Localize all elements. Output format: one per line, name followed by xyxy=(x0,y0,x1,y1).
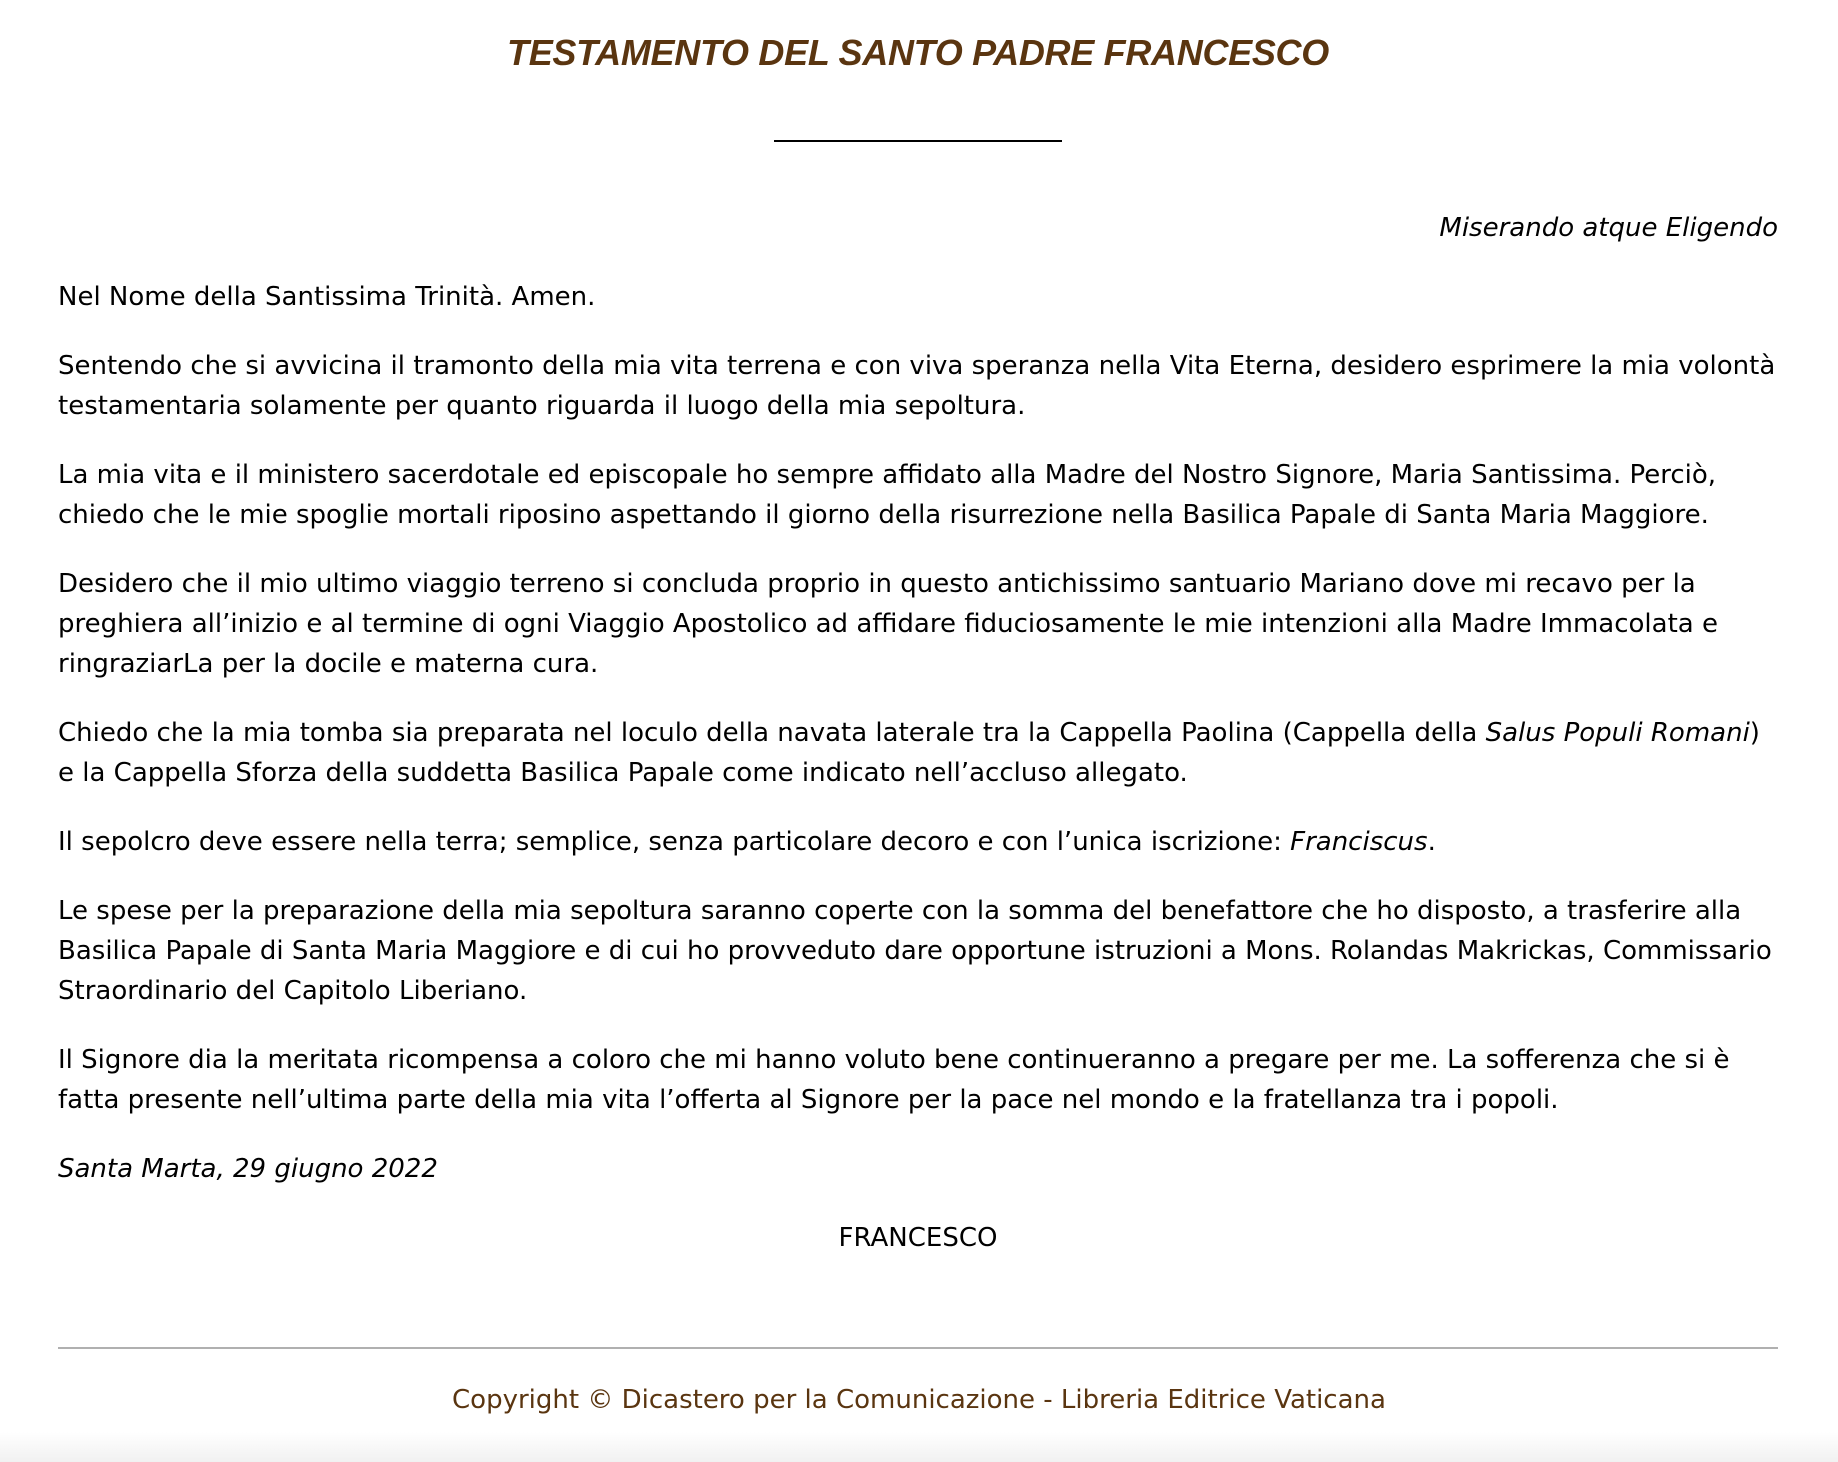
paragraph-intention: Sentendo che si avvicina il tramonto della mia vita terrena e con viva speranza nella Vita Eterna, desidero esprimere la mia volontà testamentaria solamente per quanto riguarda il luogo della mia sepoltura. xyxy=(58,351,1776,421)
paragraph-marian-devotion: La mia vita e il ministero sacerdotale ed episcopale ho sempre affidato alla Madre del Nostro Signore, Maria Santissima. Perciò, chiedo che le mie spoglie mortali riposino aspettando il giorno della risurrezione nella Basilica Papale di Santa Maria Maggiore. xyxy=(58,460,1717,530)
franciscus-inscription-italic: Franciscus xyxy=(1290,827,1428,857)
paragraph-expenses: Le spese per la preparazione della mia sepoltura saranno coperte con la somma del benefattore che ho disposto, a trasferire alla Basilica Papale di Santa Maria Maggiore e di cui ho provveduto dare opportune istruzioni a Mons. Rolandas Makrickas, Commissario Straordinario del Capitolo Liberiano. xyxy=(58,896,1772,1006)
document-page xyxy=(58,0,1778,1258)
paragraph-last-journey: Desidero che il mio ultimo viaggio terreno si concluda proprio in questo antichissimo santuario Mariano dove mi recavo per la preghiera all’inizio e al termine di ogni Viaggio Apostolico ad affidare fiduciosamente le mie intenzioni alla Madre Immacolata e ringraziarLa per la docile e materna cura. xyxy=(58,569,1718,679)
papal-motto: Miserando atque Eligendo xyxy=(1439,213,1778,243)
paragraph-sepulchre-text-a: Il sepolcro deve essere nella terra; semplice, senza particolare decoro e con l’unica iscrizione: xyxy=(58,827,1291,857)
paragraph-tomb-location-text-a: Chiedo che la mia tomba sia preparata nel loculo della navata laterale tra la Cappella Paolina (Cappella della xyxy=(58,718,1486,748)
paragraph-closing-prayer: Il Signore dia la meritata ricompensa a coloro che mi hanno voluto bene continueranno a pregare per me. La sofferenza che si è fatta presente nell’ultima parte della mia vita l’offerta al Signore per la pace nel mondo e la fratellanza tra i popoli. xyxy=(58,1045,1730,1115)
invocation-paragraph: Nel Nome della Santissima Trinità. Amen. xyxy=(58,282,596,312)
paragraph-sepulchre-text-b: . xyxy=(1427,827,1436,857)
date-line: Santa Marta, 29 giugno 2022 xyxy=(58,1154,438,1184)
copyright-notice: Copyright © Dicastero per la Comunicazione - Libreria Editrice Vaticana xyxy=(452,1385,1386,1415)
bottom-edge-shade xyxy=(0,1432,1838,1462)
document-title: TESTAMENTO DEL SANTO PADRE FRANCESCO xyxy=(507,32,1329,73)
paragraph-tomb-location-text-b: ) e la Cappella Sforza della suddetta Basilica Papale come indicato nell’accluso allegato. xyxy=(58,718,1760,788)
title-divider xyxy=(774,140,1062,142)
salus-populi-romani-italic: Salus Populi Romani xyxy=(1485,718,1750,748)
testament-body xyxy=(58,277,1778,1120)
footer-divider xyxy=(58,1347,1778,1349)
paragraph-sepulchre xyxy=(58,822,1778,862)
signature: FRANCESCO xyxy=(838,1223,998,1253)
paragraph-tomb-location xyxy=(58,713,1778,793)
